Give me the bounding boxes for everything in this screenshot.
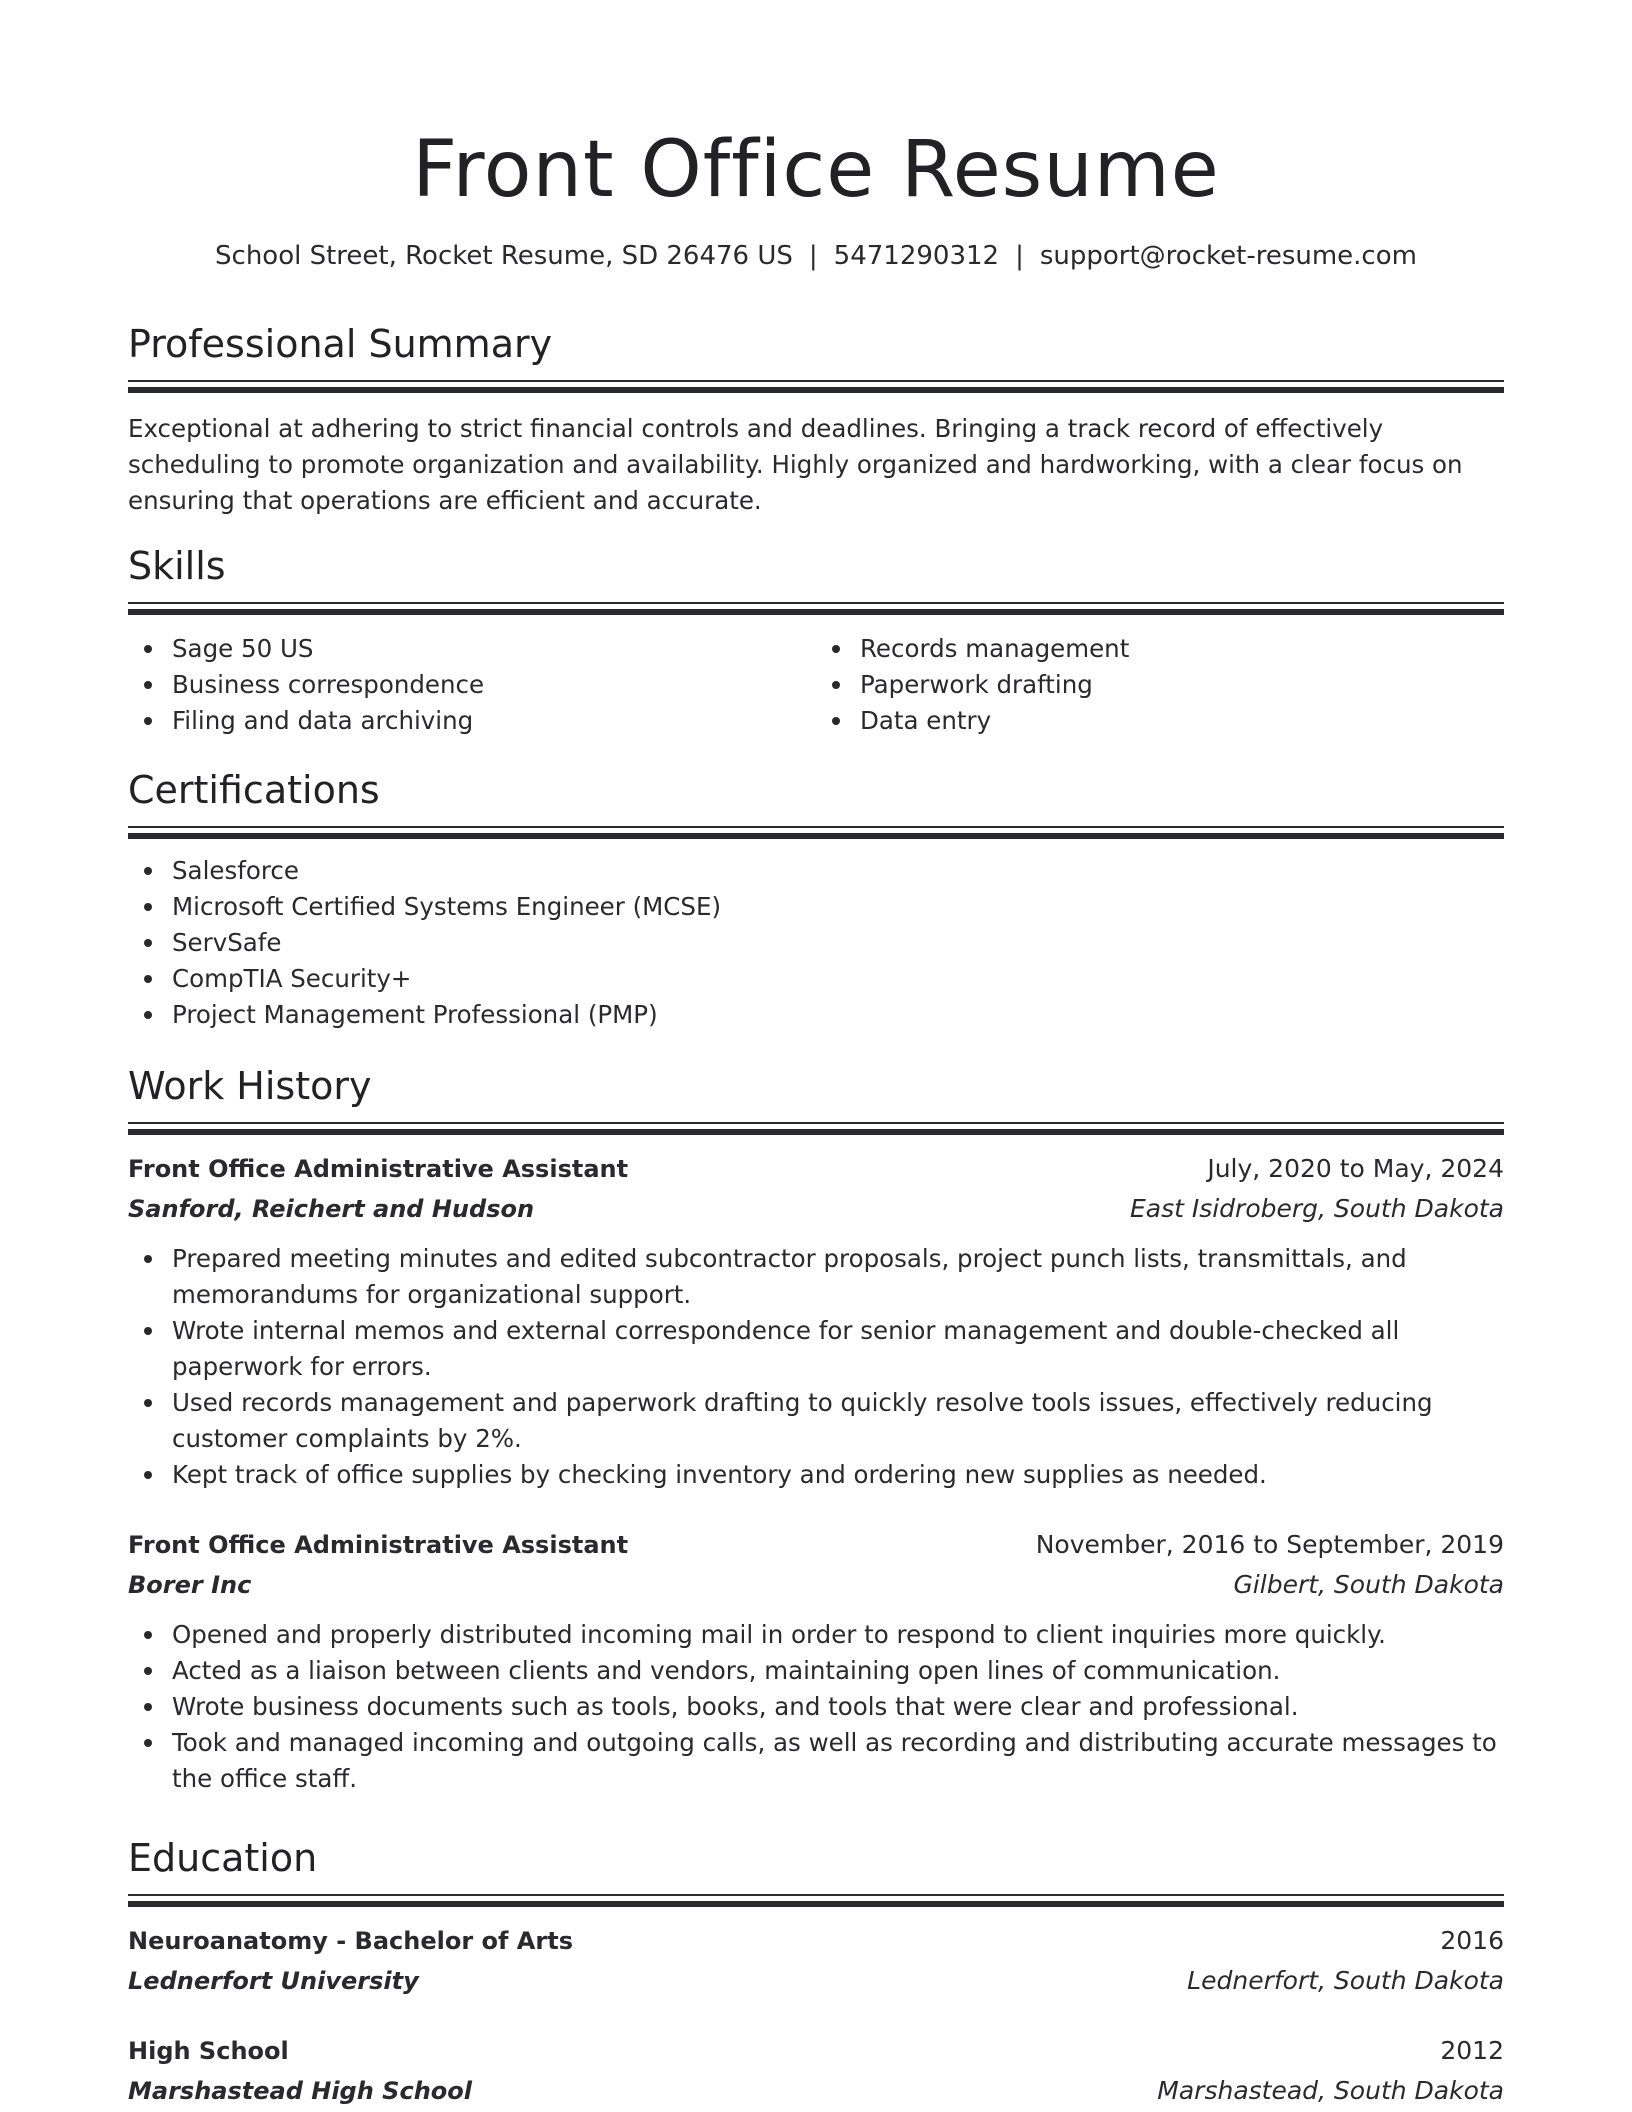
- section-rule-thick: [128, 1129, 1504, 1135]
- section-rule-thick: [128, 1901, 1504, 1907]
- job-bullets: [128, 1617, 1504, 1797]
- education-entry: [128, 2031, 1504, 2111]
- contact-separator: |: [1015, 241, 1024, 271]
- skill-item: Sage 50 US: [172, 631, 816, 667]
- section-heading: Work History: [128, 1064, 372, 1108]
- job-header: [128, 1149, 1504, 1189]
- section-rule: [128, 826, 1504, 828]
- job-subheader: [128, 1189, 1504, 1229]
- contact-email: support@rocket-resume.com: [1039, 241, 1417, 271]
- skill-item: Paperwork drafting: [860, 667, 1504, 703]
- job-bullets: [128, 1241, 1504, 1493]
- skill-item: Data entry: [860, 703, 1504, 739]
- certification-item: Salesforce: [172, 853, 1504, 889]
- section-rule-thick: [128, 387, 1504, 393]
- education-school: Lednerfort University: [128, 1967, 419, 1995]
- job-bullet: Took and managed incoming and outgoing calls, as well as recording and distributing accurate messages to the office staff.: [172, 1725, 1504, 1797]
- section-rule: [128, 380, 1504, 382]
- job-bullet: Wrote internal memos and external correspondence for senior management and double-checked all paperwork for errors.: [172, 1313, 1504, 1385]
- section-rule: [128, 1894, 1504, 1896]
- certification-item: Microsoft Certified Systems Engineer (MCSE): [172, 889, 1504, 925]
- education-location: Marshastead, South Dakota: [1157, 2076, 1504, 2105]
- job-header: [128, 1525, 1504, 1565]
- job-location: Gilbert, South Dakota: [1233, 1570, 1504, 1599]
- education-year: 2016: [1440, 1926, 1504, 1955]
- education-subheader: [128, 2071, 1504, 2111]
- section-rule-thick: [128, 833, 1504, 839]
- section-skills: [128, 542, 1504, 739]
- contact-line: [128, 238, 1504, 274]
- education-degree: Neuroanatomy - Bachelor of Arts: [128, 1927, 573, 1955]
- education-header: [128, 1921, 1504, 1961]
- resume-title: Front Office Resume: [412, 125, 1220, 215]
- job-entry: [128, 1525, 1504, 1797]
- education-school: Marshastead High School: [128, 2077, 472, 2105]
- certification-item: ServSafe: [172, 925, 1504, 961]
- education-location: Lednerfort, South Dakota: [1187, 1966, 1504, 1995]
- skill-item: Records management: [860, 631, 1504, 667]
- section-heading: Certifications: [128, 768, 380, 812]
- skill-item: Filing and data archiving: [172, 703, 816, 739]
- skills-list-left: [128, 631, 816, 739]
- job-bullet: Kept track of office supplies by checking inventory and ordering new supplies as needed.: [172, 1457, 1504, 1493]
- job-dates: November, 2016 to September, 2019: [1035, 1530, 1504, 1559]
- education-header: [128, 2031, 1504, 2071]
- job-bullet: Wrote business documents such as tools, books, and tools that were clear and professional.: [172, 1689, 1504, 1725]
- job-bullet: Acted as a liaison between clients and vendors, maintaining open lines of communication.: [172, 1653, 1504, 1689]
- certification-item: Project Management Professional (PMP): [172, 997, 1504, 1033]
- job-company: Sanford, Reichert and Hudson: [128, 1195, 535, 1223]
- education-subheader: [128, 1961, 1504, 2001]
- section-heading: Skills: [128, 544, 226, 588]
- job-bullet: Used records management and paperwork drafting to quickly resolve tools issues, effectively reducing customer complaints by 2%.: [172, 1385, 1504, 1457]
- education-year: 2012: [1440, 2036, 1504, 2065]
- section-rule-thick: [128, 609, 1504, 615]
- job-entry: [128, 1149, 1504, 1493]
- certifications-list: [128, 853, 1504, 1033]
- contact-phone: 5471290312: [833, 241, 1000, 271]
- skills-list-right: [816, 631, 1504, 739]
- job-bullet: Prepared meeting minutes and edited subcontractor proposals, project punch lists, transmittals, and memorandums for organizational support.: [172, 1241, 1504, 1313]
- job-subheader: [128, 1565, 1504, 1605]
- contact-separator: |: [808, 241, 818, 271]
- section-rule: [128, 1122, 1504, 1124]
- section-education: [128, 1834, 1504, 2111]
- job-company: Borer Inc: [128, 1571, 252, 1599]
- skill-item: Business correspondence: [172, 667, 816, 703]
- job-location: East Isidroberg, South Dakota: [1129, 1194, 1504, 1223]
- section-heading: Education: [128, 1836, 318, 1880]
- education-degree: High School: [128, 2037, 289, 2065]
- job-bullet: Opened and properly distributed incoming mail in order to respond to client inquiries more quickly.: [172, 1617, 1504, 1653]
- section-rule: [128, 602, 1504, 604]
- section-work-history: [128, 1062, 1504, 1797]
- job-title: Front Office Administrative Assistant: [128, 1531, 629, 1559]
- section-certifications: [128, 766, 1504, 1033]
- section-heading: Professional Summary: [128, 322, 553, 366]
- contact-address: School Street, Rocket Resume, SD 26476 US: [215, 241, 793, 271]
- job-dates: July, 2020 to May, 2024: [1207, 1154, 1504, 1183]
- skills-grid: [128, 631, 1504, 739]
- summary-text: Exceptional at adhering to strict financial controls and deadlines. Bringing a track record of effectively scheduling to promote organization and availability. Highly organized and hardworking, with a clear focus on ensuring that operations are efficient and accurate.: [128, 414, 1463, 515]
- job-title: Front Office Administrative Assistant: [128, 1155, 629, 1183]
- education-entry: [128, 1921, 1504, 2001]
- section-summary: [128, 320, 1504, 519]
- certification-item: CompTIA Security+: [172, 961, 1504, 997]
